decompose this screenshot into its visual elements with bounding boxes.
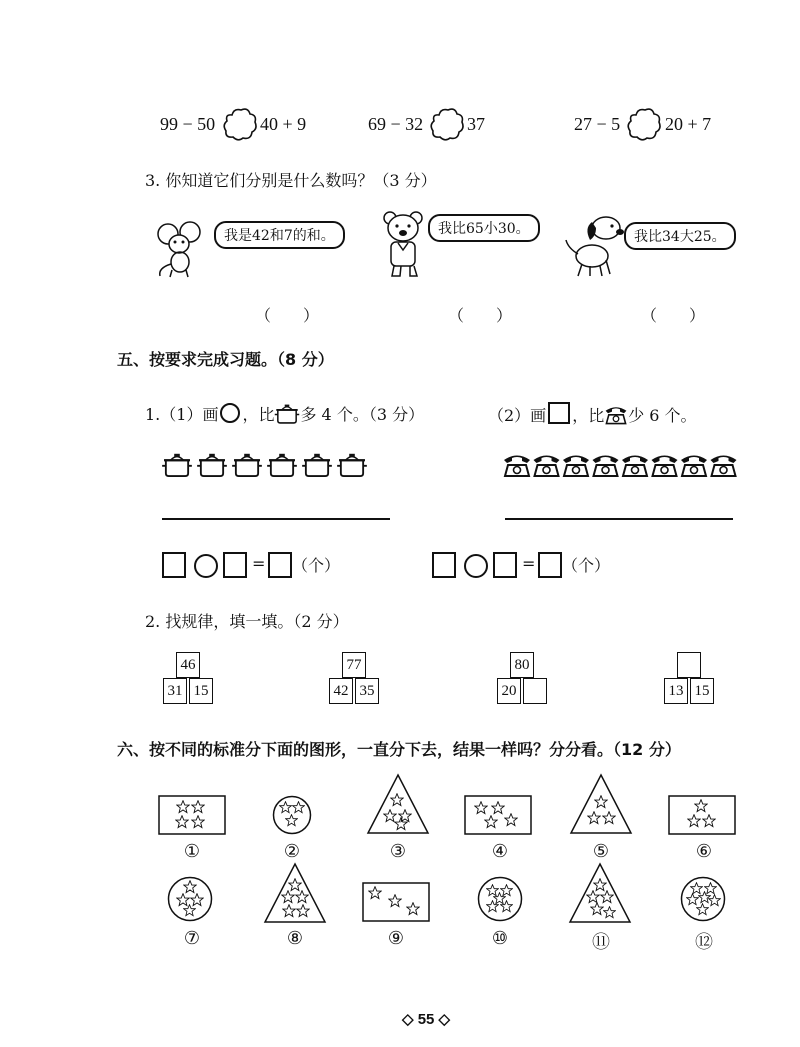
- comparison-3-left: 27 − 5: [574, 114, 621, 134]
- eq-left-result[interactable]: [268, 552, 292, 578]
- pot-icon: [274, 402, 300, 424]
- pyramid-3-right-blank[interactable]: [523, 678, 547, 704]
- shape-label-6: ⑥: [695, 841, 713, 862]
- answer-blank-bear[interactable]: （ ）: [448, 306, 513, 325]
- bear-icon: [382, 210, 428, 280]
- pyramid-3-top: 80: [510, 652, 534, 678]
- q3-title: 3. 你知道它们分别是什么数吗？（3 分）: [145, 171, 437, 190]
- circle-shape-icon: [220, 403, 240, 423]
- q5-1-part1: [145, 402, 424, 425]
- speech-bubble-bear: 我比65小30。: [428, 214, 540, 242]
- eq-left-box-2[interactable]: [223, 552, 247, 578]
- answer-blank-mouse[interactable]: （ ）: [255, 306, 320, 325]
- shape-10-circle: [477, 876, 523, 922]
- comparison-1-cloud-blank[interactable]: [222, 107, 258, 141]
- q5-1-part1-suffix: 多 4 个。（3 分）: [300, 405, 425, 424]
- shape-5-triangle: [569, 773, 633, 835]
- eq-right-equals: =: [522, 554, 536, 573]
- eq-right-box-1[interactable]: [432, 552, 456, 578]
- shape-label-5: ⑤: [592, 841, 610, 862]
- q5-1-part1-prefix: 1.（1）画: [145, 405, 219, 424]
- shape-label-1: ①: [183, 841, 201, 862]
- eq-right-box-2[interactable]: [493, 552, 517, 578]
- eq-left-box-1[interactable]: [162, 552, 186, 578]
- shape-6-rectangle: [668, 795, 736, 835]
- pyramid-2-top: 77: [342, 652, 366, 678]
- shape-2-circle: [272, 795, 312, 835]
- q5-1-part2: [488, 402, 697, 426]
- pyramid-4-left: 13: [664, 678, 688, 704]
- phone-icon: [604, 403, 628, 425]
- q5-2-title: 2. 找规律，填一填。（2 分）: [145, 612, 349, 631]
- eq-right-result[interactable]: [538, 552, 562, 578]
- q5-1-part1-mid: ，比: [242, 405, 275, 424]
- shape-label-3: ③: [389, 841, 407, 862]
- pot-icons: [160, 451, 370, 477]
- answer-blank-dog[interactable]: （ ）: [641, 306, 706, 325]
- shape-label-10: ⑩: [491, 928, 509, 949]
- page-number: ◇ 55 ◇: [402, 1011, 451, 1028]
- section-6-title: 六、按不同的标准分下面的图形，一直分下去，结果一样吗？分分看。（12 分）: [117, 740, 681, 759]
- speech-bubble-mouse: 我是42和7的和。: [214, 221, 345, 249]
- section-5-title: 五、按要求完成习题。（8 分）: [117, 350, 334, 369]
- square-shape-icon: [548, 402, 570, 424]
- shape-9-rectangle: [362, 882, 430, 922]
- mouse-icon: [152, 220, 210, 280]
- comparison-1-right: 40 + 9: [260, 114, 307, 134]
- eq-left-unit: （个）: [292, 556, 341, 575]
- shape-label-12: ⑫: [695, 932, 713, 953]
- pyramid-1-top: 46: [176, 652, 200, 678]
- dog-icon: [562, 214, 628, 280]
- phone-row: [502, 451, 742, 481]
- comparison-3-cloud-blank[interactable]: [626, 107, 662, 141]
- pyramid-1-right: 15: [189, 678, 213, 704]
- eq-left-operator[interactable]: [194, 554, 218, 578]
- drawing-line-right[interactable]: [505, 518, 733, 520]
- shape-4-rectangle: [464, 795, 532, 835]
- eq-right-unit: （个）: [562, 556, 611, 575]
- drawing-line-left[interactable]: [162, 518, 390, 520]
- comparison-2-left: 69 − 32: [368, 114, 424, 134]
- pyramid-3-left: 20: [497, 678, 521, 704]
- pot-row: [160, 451, 370, 481]
- q5-1-part2-mid: ，比: [572, 406, 605, 425]
- shape-11-triangle: [568, 862, 632, 924]
- pyramid-4-right: 15: [690, 678, 714, 704]
- pyramid-4-top-blank[interactable]: [677, 652, 701, 678]
- shape-label-9: ⑨: [387, 928, 405, 949]
- shape-3-triangle: [366, 773, 430, 835]
- comparison-3-right: 20 + 7: [665, 114, 712, 134]
- shape-label-8: ⑧: [286, 928, 304, 949]
- shape-12-circle: [680, 876, 726, 922]
- comparison-2-right: 37: [467, 114, 485, 134]
- q5-1-part2-prefix: （2）画: [488, 406, 547, 425]
- shape-label-11: ⑪: [592, 932, 610, 953]
- comparison-1-left: 99 − 50: [160, 114, 216, 134]
- shape-7-circle: [167, 876, 213, 922]
- pyramid-2-right: 35: [355, 678, 379, 704]
- speech-bubble-dog: 我比34大25。: [624, 222, 736, 250]
- pyramid-2-left: 42: [329, 678, 353, 704]
- eq-right-operator[interactable]: [464, 554, 488, 578]
- phone-icons: [502, 451, 742, 477]
- shape-8-triangle: [263, 862, 327, 924]
- shape-label-4: ④: [491, 841, 509, 862]
- shape-label-2: ②: [283, 841, 301, 862]
- pyramid-1-left: 31: [163, 678, 187, 704]
- comparison-2-cloud-blank[interactable]: [429, 107, 465, 141]
- shape-1-rectangle: [158, 795, 226, 835]
- shape-label-7: ⑦: [183, 928, 201, 949]
- eq-left-equals: =: [252, 554, 266, 573]
- q5-1-part2-suffix: 少 6 个。: [628, 406, 697, 425]
